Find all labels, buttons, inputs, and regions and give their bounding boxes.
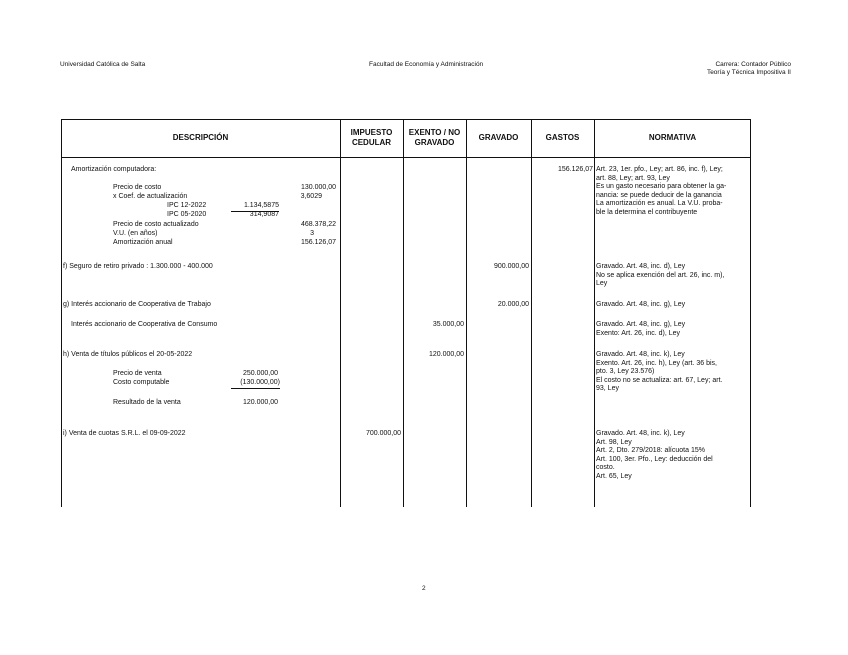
interes-consumo-normativa [596, 321, 746, 338]
seguro-label: f) Seguro de retiro privado : 1.300.000 - 400.000 [63, 263, 213, 270]
titulos-normativa [596, 351, 746, 394]
table-header-border [61, 157, 751, 158]
ipc1-value: 1.134,5875 [231, 202, 279, 212]
normativa-line: Gravado. Art. 48, inc. k), Ley [596, 351, 685, 358]
normativa-line: ble la determina el contribuyente [596, 208, 698, 216]
column-divider [750, 119, 751, 507]
amortizacion-normativa [596, 166, 746, 218]
interes-trabajo-normativa [596, 301, 746, 310]
normativa-line: El costo no se actualiza: art. 67, Ley; art. [596, 376, 723, 384]
normativa-line: Art. 100, 3er. Pfo., Ley: deducción del [596, 455, 713, 463]
normativa-line: Art. 98, Ley [596, 438, 632, 446]
header-exento-l2: GRAVADO [414, 138, 455, 147]
header-exento-l1: EXENTO / NO [408, 128, 461, 137]
normativa-line: Gravado. Art. 48, inc. g), Ley [596, 301, 686, 308]
cuotas-normativa [596, 430, 746, 482]
actualizado-label: Precio de costo actualizado [113, 221, 199, 228]
interes-trabajo-label: g) Interés accionario de Cooperativa de Trabajo [63, 301, 211, 308]
normativa-line: art. 88, Ley; art. 93, Ley [596, 174, 670, 182]
cuotas-label: i) Venta de cuotas S.R.L. el 09-09-2022 [63, 430, 186, 437]
column-divider [340, 119, 341, 507]
normativa-line: nancia: se puede deducir de la ganancia [596, 191, 722, 199]
coef-label: x Coef. de actualización [113, 193, 188, 200]
column-divider [594, 119, 595, 507]
normativa-line: Ley [596, 280, 608, 288]
titulos-label: h) Venta de títulos públicos el 20-05-2022 [63, 351, 193, 358]
course-info [707, 61, 791, 77]
coef-value: 3,6029 [300, 193, 322, 200]
column-divider [403, 119, 404, 507]
interes-consumo-label: Interés accionario de Cooperativa de Consumo [71, 321, 218, 328]
university-name: Universidad Católica de Salta [60, 61, 146, 68]
interes-trabajo-gravado: 20.000,00 [497, 301, 529, 308]
anual-value: 156.126,07 [300, 239, 336, 246]
precio-costo-value: 130.000,00 [300, 184, 336, 191]
normativa-line: Es un gasto necesario para obtener la ga- [596, 183, 727, 191]
vu-value: 3 [310, 230, 314, 237]
resultado-value: 120.000,00 [242, 399, 278, 406]
header-impuesto-cedular [340, 119, 403, 157]
header-descripcion: DESCRIPCIÓN [172, 133, 229, 142]
career-name: Carrera: Contador Público [715, 61, 791, 68]
normativa-line: Art. 2, Dto. 279/2018: alícuota 15% [596, 447, 705, 455]
normativa-line: La amortización es anual. La V.U. proba- [596, 200, 723, 208]
precio-costo-label: Precio de costo [113, 184, 162, 191]
vu-label: V.U. (en años) [113, 230, 158, 237]
normativa-line: Exento: Art. 26, inc. d), Ley [596, 329, 681, 337]
tax-table [61, 119, 751, 507]
interes-consumo-exento: 35.000,00 [432, 321, 464, 328]
venta-value: 250.000,00 [242, 370, 278, 377]
seguro-gravado: 900.000,00 [493, 263, 529, 270]
column-divider [531, 119, 532, 507]
header-gravado: GRAVADO [478, 133, 519, 142]
header-gastos: GASTOS [545, 133, 580, 142]
normativa-line: No se aplica exención del art. 26, inc. m), [596, 271, 725, 279]
normativa-line: Gravado. Art. 48, inc. g), Ley [596, 321, 686, 328]
seguro-normativa [596, 263, 746, 289]
column-divider [466, 119, 467, 507]
page-number: 2 [422, 585, 426, 592]
normativa-line: pto. 3, Ley 23.576) [596, 368, 655, 376]
ipc2-label: IPC 05-2020 [167, 211, 207, 218]
header-normativa: NORMATIVA [648, 133, 697, 142]
header-impuesto-l1: IMPUESTO [350, 128, 393, 137]
normativa-line: costo. [596, 464, 615, 472]
normativa-line: Gravado. Art. 48, inc. d), Ley [596, 263, 686, 270]
faculty-name: Facultad de Economía y Administración [369, 61, 484, 68]
header-exento [403, 119, 466, 157]
normativa-line: Gravado. Art. 48, inc. k), Ley [596, 430, 685, 437]
header-impuesto-l2: CEDULAR [351, 138, 392, 147]
costo-value: (130.000,00) [231, 379, 280, 389]
column-divider [61, 119, 62, 507]
amortizacion-gastos: 156.126,07 [557, 166, 593, 173]
costo-label: Costo computable [113, 379, 170, 386]
normativa-line: Art. 65, Ley [596, 472, 632, 480]
cuotas-impuesto: 700.000,00 [365, 430, 401, 437]
subject-name: Teoría y Técnica Impositiva II [706, 69, 791, 76]
normativa-line: Art. 23, 1er. pfo., Ley; art. 86, inc. f), Ley; [596, 166, 723, 173]
amortizacion-title: Amortización computadora: [71, 166, 157, 173]
ipc1-label: IPC 12-2022 [167, 202, 207, 209]
normativa-line: 93, Ley [596, 385, 619, 393]
resultado-label: Resultado de la venta [113, 399, 181, 406]
actualizado-value: 468.378,22 [300, 221, 336, 228]
ipc2-value: 314,9087 [249, 211, 279, 218]
normativa-line: Exento. Art. 26, inc. h), Ley (art. 36 bis, [596, 359, 718, 367]
titulos-exento: 120.000,00 [428, 351, 464, 358]
venta-label: Precio de venta [113, 370, 162, 377]
anual-label: Amortización anual [113, 239, 173, 246]
